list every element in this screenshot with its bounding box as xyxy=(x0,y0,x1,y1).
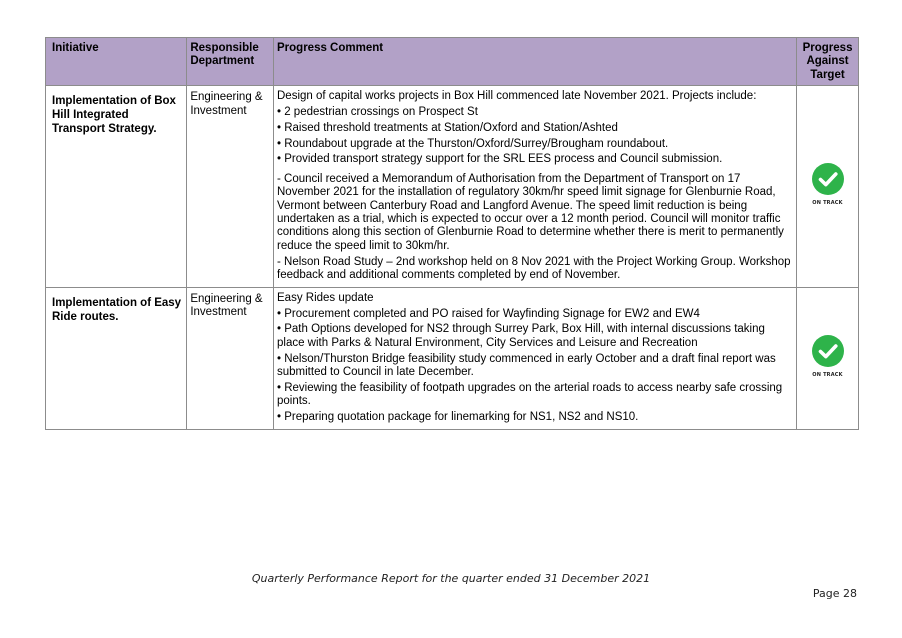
comment-bullet: • Nelson/Thurston Bridge feasibility study commenced in early October and a draft final report was submitted to Council in late December. xyxy=(277,352,776,379)
initiative-cell: Implementation of Box Hill Integrated Transport Strategy. xyxy=(46,86,187,288)
status-label: ON TRACK xyxy=(812,199,843,206)
check-circle-icon xyxy=(812,335,844,367)
comment-bullet: • Roundabout upgrade at the Thurston/Oxford/Surrey/Brougham roundabout. xyxy=(277,137,669,150)
comment-bullet: • 2 pedestrian crossings on Prospect St xyxy=(277,106,478,119)
header-progress-comment: Progress Comment xyxy=(274,38,797,86)
comment-bullet: • Path Options developed for NS2 through Surrey Park, Box Hill, with internal discussions taking place with Parks & Natural Environment, City Services and Leisure and Recreation xyxy=(277,323,765,349)
department-cell: Engineering & Investment xyxy=(187,287,274,429)
status-cell xyxy=(797,86,859,288)
header-initiative: Initiative xyxy=(46,38,187,86)
initiative-cell: Implementation of Easy Ride routes. xyxy=(46,287,187,429)
status-cell xyxy=(797,287,859,429)
on-track-status xyxy=(812,335,844,382)
comment-bullet: • Reviewing the feasibility of footpath upgrades on the arterial roads to access nearby safe crossing points. xyxy=(277,381,783,408)
comment-paragraph: - Council received a Memorandum of Authorisation from the Department of Transport on 17 November 2021 for the installation of regulatory 30km/hr speed limit signage for Glenburnie Road, Vermont between Canterbury Road and Langford Avenue. The speed limit reduction is being undertaken as a trial, which is expected to occur over a 12 month period. Council will monitor traffic conditions along this section of Glenburnie Road to determine whether there is merit to permanently reduce the speed limit to 30km/hr. xyxy=(277,172,784,252)
check-circle-icon xyxy=(812,163,844,195)
header-responsible-department: Responsible Department xyxy=(187,38,274,86)
comment-line: Design of capital works projects in Box Hill commenced late November 2021. Projects include: xyxy=(277,90,757,103)
on-track-status xyxy=(812,163,844,210)
comment-bullet: • Preparing quotation package for linemarking for NS1, NS2 and NS10. xyxy=(277,411,639,424)
comment-bullet: • Procurement completed and PO raised for Wayfinding Signage for EW2 and EW4 xyxy=(277,307,700,320)
header-progress-against-target: Progress Against Target xyxy=(797,38,859,86)
comment-bullet: • Raised threshold treatments at Station/Oxford and Station/Ashted xyxy=(277,121,618,134)
comment-cell xyxy=(274,287,797,429)
department-cell: Engineering & Investment xyxy=(187,86,274,288)
comment-bullet: • Provided transport strategy support for the SRL EES process and Council submission. xyxy=(277,153,723,166)
comment-line: Easy Rides update xyxy=(277,291,374,304)
report-caption: Quarterly Performance Report for the quarter ended 31 December 2021 xyxy=(251,572,651,585)
comment-cell xyxy=(274,86,797,288)
comment-paragraph: - Nelson Road Study – 2nd workshop held on 8 Nov 2021 with the Project Working Group. Workshop feedback and additional comments completed by end of November. xyxy=(277,255,791,282)
status-label: ON TRACK xyxy=(812,371,843,378)
page-number: Page 28 xyxy=(812,587,857,600)
table-row xyxy=(46,86,859,288)
table-row xyxy=(46,287,859,429)
table-header-row xyxy=(46,38,859,86)
progress-table xyxy=(45,37,859,430)
